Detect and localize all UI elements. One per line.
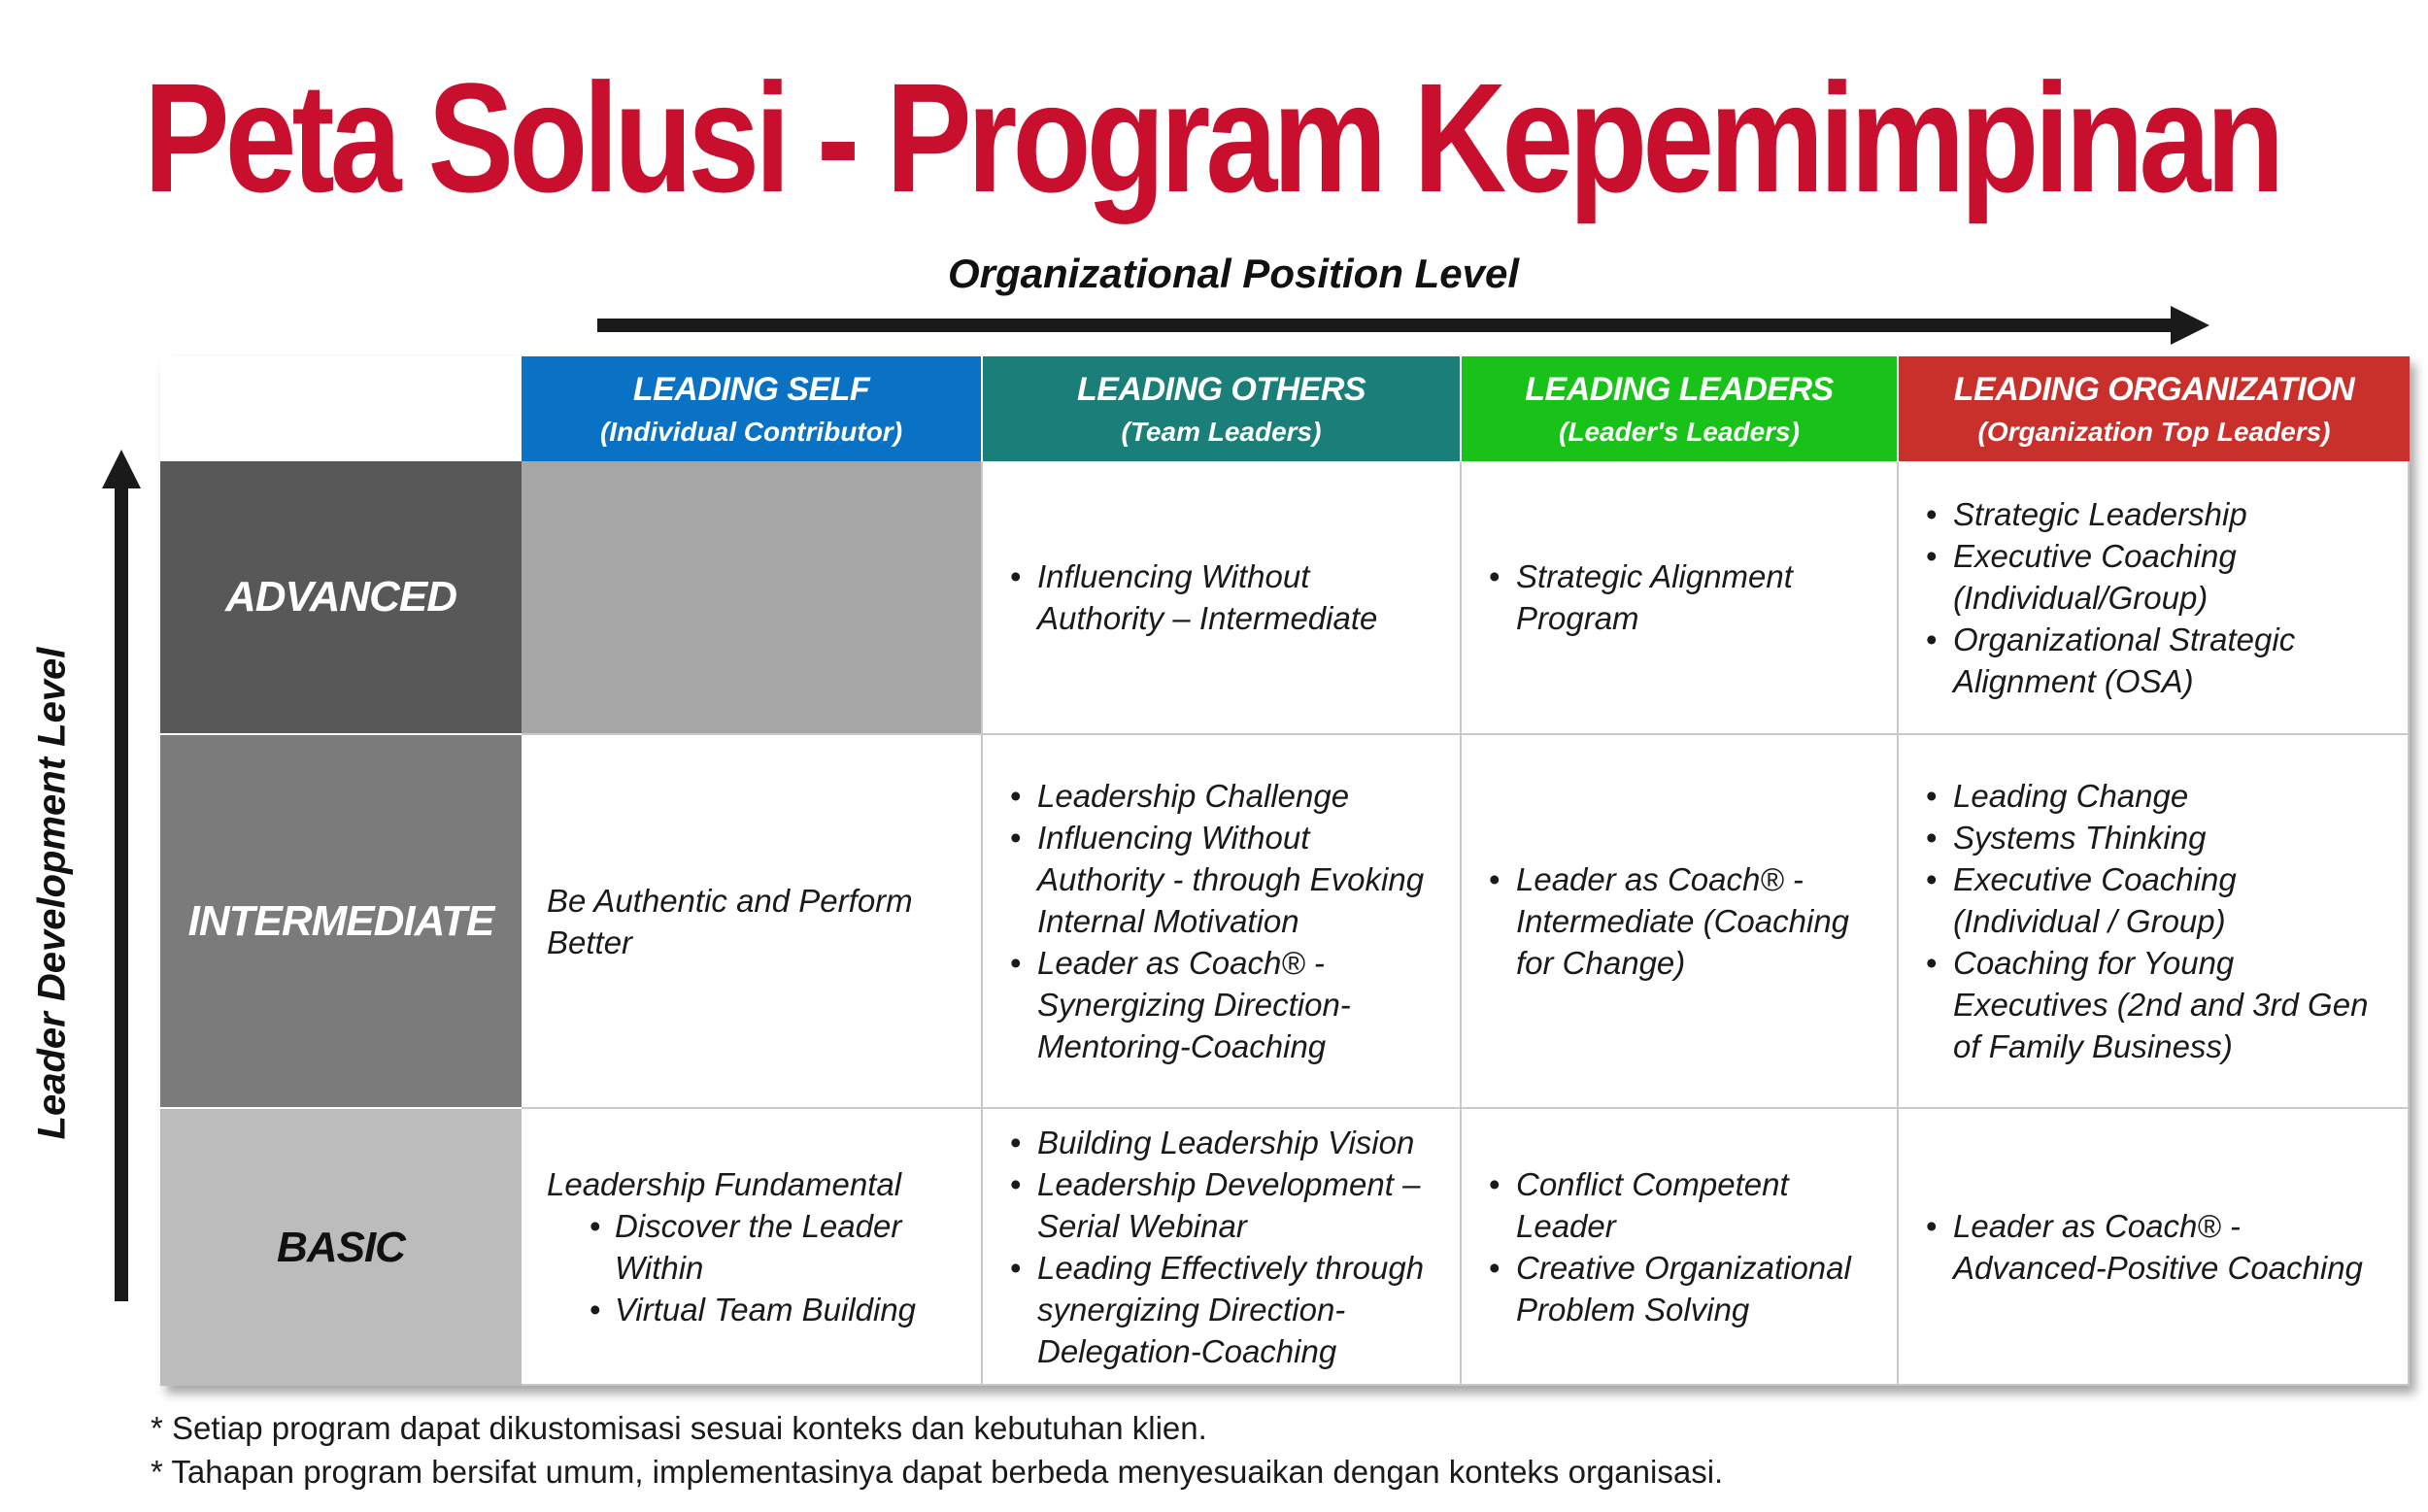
program-list bbox=[1924, 493, 2390, 702]
cell-basic-leading-self bbox=[522, 1109, 983, 1386]
program-item: • Organizational Strategic Alignment (OSA) bbox=[1924, 619, 2390, 702]
program-item: • Discover the Leader Within bbox=[588, 1205, 963, 1289]
program-item: • Strategic Leadership bbox=[1924, 493, 2390, 535]
cell-basic-leading-others bbox=[983, 1109, 1462, 1386]
program-item: • Leadership Challenge bbox=[1008, 775, 1442, 817]
y-axis-arrowhead bbox=[102, 450, 141, 488]
cell-intermediate-leading-organization bbox=[1899, 735, 2410, 1109]
grid-corner bbox=[160, 356, 522, 461]
program-list bbox=[1924, 1205, 2390, 1289]
program-item: • Conflict Competent Leader bbox=[1487, 1163, 1879, 1247]
program-list bbox=[1924, 775, 2390, 1067]
cell-intermediate-leading-others bbox=[983, 735, 1462, 1109]
program-item: • Virtual Team Building bbox=[588, 1289, 963, 1330]
row-label-basic: BASIC bbox=[160, 1109, 522, 1386]
program-item: • Leader as Coach® - Synergizing Direction-Mentoring-Coaching bbox=[1008, 942, 1442, 1067]
cell-advanced-leading-leaders bbox=[1462, 461, 1899, 735]
program-item: • Influencing Without Authority - through Evoking Internal Motivation bbox=[1008, 817, 1442, 942]
program-text: Leadership Fundamental bbox=[547, 1165, 902, 1202]
row-label-intermediate: INTERMEDIATE bbox=[160, 735, 522, 1109]
solution-map-grid bbox=[160, 356, 2410, 1386]
program-item: • Coaching for Young Executives (2nd and 3rd Gen of Family Business) bbox=[1924, 942, 2390, 1067]
program-item: • Leader as Coach® - Advanced-Positive Coaching bbox=[1924, 1205, 2390, 1289]
column-subtitle: (Leader's Leaders) bbox=[1559, 416, 1800, 447]
column-subtitle: (Organization Top Leaders) bbox=[1977, 416, 2331, 447]
column-title: LEADING ORGANIZATION bbox=[1953, 370, 2355, 408]
column-header-leading-self bbox=[522, 356, 983, 461]
program-item: • Building Leadership Vision bbox=[1008, 1122, 1442, 1163]
program-list bbox=[1008, 1122, 1442, 1372]
column-header-leading-others bbox=[983, 356, 1462, 461]
cell-basic-leading-organization bbox=[1899, 1109, 2410, 1386]
x-axis-arrow bbox=[597, 319, 2190, 332]
program-item: • Influencing Without Authority – Intermediate bbox=[1008, 555, 1442, 639]
x-axis-label: Organizational Position Level bbox=[947, 251, 1520, 296]
column-header-leading-organization bbox=[1899, 356, 2410, 461]
program-list bbox=[1008, 775, 1442, 1067]
cell-advanced-leading-organization bbox=[1899, 461, 2410, 735]
cell-advanced-leading-others bbox=[983, 461, 1462, 735]
program-list bbox=[1008, 555, 1442, 639]
program-item: • Leading Effectively through synergizing Direction-Delegation-Coaching bbox=[1008, 1247, 1442, 1372]
y-axis-label: Leader Development Level bbox=[30, 647, 74, 1140]
program-item: • Systems Thinking bbox=[1924, 817, 2390, 858]
column-subtitle: (Team Leaders) bbox=[1121, 416, 1322, 447]
column-title: LEADING LEADERS bbox=[1525, 370, 1834, 408]
cell-basic-leading-leaders bbox=[1462, 1109, 1899, 1386]
column-header-leading-leaders bbox=[1462, 356, 1899, 461]
program-item: • Strategic Alignment Program bbox=[1487, 555, 1879, 639]
program-item: • Leader as Coach® - Intermediate (Coaching for Change) bbox=[1487, 858, 1879, 984]
program-list bbox=[1487, 1163, 1879, 1330]
row-label-advanced: ADVANCED bbox=[160, 461, 522, 735]
column-title: LEADING OTHERS bbox=[1076, 370, 1366, 408]
page-title: Peta Solusi - Program Kepemimpinan bbox=[144, 50, 2280, 224]
footnote: * Tahapan program bersifat umum, implementasinya dapat berbeda menyesuaikan dengan konteks organisasi. bbox=[151, 1454, 1724, 1490]
cell-advanced-leading-self bbox=[522, 461, 983, 735]
column-title: LEADING SELF bbox=[632, 370, 870, 408]
program-item: • Executive Coaching (Individual / Group) bbox=[1924, 858, 2390, 942]
cell-intermediate-leading-leaders bbox=[1462, 735, 1899, 1109]
footnote: * Setiap program dapat dikustomisasi sesuai konteks dan kebutuhan klien. bbox=[151, 1410, 1207, 1446]
program-list bbox=[1487, 555, 1879, 639]
cell-intermediate-leading-self bbox=[522, 735, 983, 1109]
program-list bbox=[1487, 858, 1879, 984]
column-subtitle: (Individual Contributor) bbox=[599, 416, 903, 447]
program-text: Be Authentic and Perform Better bbox=[547, 882, 913, 960]
program-item: • Executive Coaching (Individual/Group) bbox=[1924, 535, 2390, 619]
program-list bbox=[547, 1205, 963, 1330]
y-axis-arrow bbox=[115, 486, 128, 1301]
program-item: • Leading Change bbox=[1924, 775, 2390, 817]
footnotes bbox=[151, 1406, 1723, 1494]
program-item: • Creative Organizational Problem Solving bbox=[1487, 1247, 1879, 1330]
x-axis-arrowhead bbox=[2171, 306, 2209, 345]
program-item: • Leadership Development – Serial Webinar bbox=[1008, 1163, 1442, 1247]
